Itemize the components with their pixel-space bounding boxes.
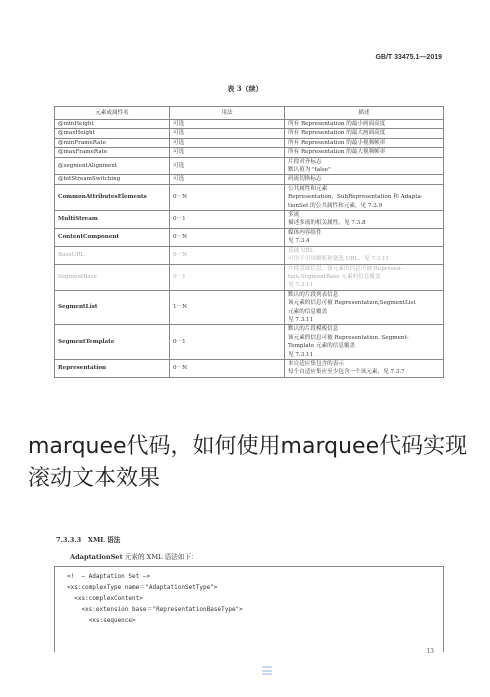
description-line: 所有 Representation 的最大画面高度	[288, 130, 386, 137]
usage-cell: 0⋯N	[170, 184, 285, 210]
intro-text: 元素的 XML 语法如下：	[122, 553, 198, 561]
description-cell	[285, 228, 444, 246]
element-name-cell: @maxFrameRate	[55, 148, 170, 157]
element-name-cell: @maxHeight	[55, 129, 170, 138]
description-line: 媒体内容组件	[288, 229, 322, 236]
attribute-table	[54, 106, 444, 378]
description-cell	[285, 157, 444, 175]
element-name-cell: MultiStream	[55, 211, 170, 229]
description-line: 基础 URL	[288, 247, 314, 254]
usage-cell: 0⋯1	[170, 211, 285, 229]
table-row	[55, 129, 444, 138]
description-line: 码流切换标志	[288, 176, 322, 183]
description-line: 见 7.3.11	[288, 351, 314, 358]
usage-cell: 1⋯N	[170, 290, 285, 325]
description-line: 多流	[288, 212, 300, 219]
standard-number: GB/T 33475.1—2019	[375, 54, 442, 61]
table-row	[55, 120, 444, 129]
description-line: Representation，SubRepresentation 和 Adapta-	[288, 194, 423, 201]
element-name-cell: BaseURL	[55, 246, 170, 264]
table-row	[55, 290, 444, 325]
element-name-cell: ContentComponent	[55, 228, 170, 246]
element-name-cell: SegmentBase	[55, 264, 170, 290]
description-line: 公共属性和元素	[288, 185, 328, 192]
code-line: <xs:complexContent>	[67, 595, 143, 602]
table-title: 表 3（续）	[227, 84, 263, 93]
description-line: 所有 Representation 的最大视频帧率	[288, 149, 386, 156]
table-row	[55, 184, 444, 210]
description-cell	[285, 325, 444, 360]
column-header: 元素或属性名	[55, 107, 170, 120]
description-cell	[285, 129, 444, 138]
code-line: <xs:sequence>	[67, 617, 136, 624]
description-cell	[285, 264, 444, 290]
description-cell	[285, 359, 444, 377]
description-cell	[285, 211, 444, 229]
code-line: <xs:extension base＝"RepresentationBaseType">	[67, 606, 243, 613]
description-line: 每个自适应集应至少包含一个该元素，见 7.3.7	[288, 369, 405, 376]
description-line: 见 7.3.11	[288, 316, 314, 323]
description-cell	[285, 290, 444, 325]
table-row	[55, 359, 444, 377]
xml-code-block	[54, 566, 444, 652]
description-cell	[285, 138, 444, 147]
usage-cell: 0⋯1	[170, 325, 285, 360]
description-line: 所有 Representation 的最小视频帧率	[288, 139, 386, 146]
usage-cell: 可选	[170, 138, 285, 147]
description-line: 片段基础信息，该元素的信息可被 Represen-	[288, 265, 403, 272]
usage-cell: 可选	[170, 148, 285, 157]
column-header: 描述	[285, 107, 444, 120]
description-cell	[285, 148, 444, 157]
description-line: 该元素的信息可被 Representation. Segment-	[288, 334, 409, 341]
code-line: <xs:complexType name＝"AdaptationSetType">	[67, 584, 218, 591]
page-number: 13	[426, 648, 434, 655]
column-header: 用法	[170, 107, 285, 120]
intro-element-name: AdaptationSet	[70, 553, 123, 561]
description-line: Template 元素的信息覆盖	[288, 343, 356, 350]
usage-cell: 0⋯1	[170, 264, 285, 290]
description-line: 默认值为 "false"	[288, 167, 331, 174]
usage-cell: 可选	[170, 157, 285, 175]
description-line: 描述多流的相关属性，见 7.3.8	[288, 220, 366, 227]
table-row	[55, 246, 444, 264]
description-cell	[285, 246, 444, 264]
table-row	[55, 228, 444, 246]
code-line: <! — Adaptation Set —>	[67, 573, 151, 580]
description-line: 见 7.3.11	[288, 282, 314, 289]
table-row	[55, 325, 444, 360]
description-cell	[285, 175, 444, 184]
table-row	[55, 157, 444, 175]
article-title-overlay: marquee代码，如何使用marquee代码实现滚动文本效果	[28, 431, 468, 495]
description-line: tion,SegmentBase 元素的信息覆盖	[288, 273, 381, 280]
description-line: 见 7.3.4	[288, 238, 310, 245]
description-line: 默认的片段列表信息	[288, 291, 339, 298]
usage-cell: 0⋯N	[170, 359, 285, 377]
description-line: 片段对齐标志	[288, 158, 322, 165]
description-line: 所有 Representation 的最小画面高度	[288, 121, 386, 127]
description-line: 该元素的信息可被 Representation,SegmentList	[288, 300, 416, 307]
element-name-cell: @segmentAlignment	[55, 157, 170, 175]
usage-cell: 0⋯N	[170, 246, 285, 264]
element-name-cell: @bitStreamSwitching	[55, 175, 170, 184]
table-row	[55, 148, 444, 157]
table-row	[55, 211, 444, 229]
element-name-cell: SegmentTemplate	[55, 325, 170, 360]
element-name-cell: @minHeight	[55, 120, 170, 129]
section-heading: 7.3.3.3 XML 语法	[56, 536, 121, 544]
element-name-cell: SegmentList	[55, 290, 170, 325]
scroll-lines-icon	[262, 666, 272, 678]
table-header-row	[55, 107, 444, 120]
table-row	[55, 175, 444, 184]
usage-cell: 可选	[170, 175, 285, 184]
table-body	[55, 120, 444, 378]
element-name-cell: CommonAttributesElements	[55, 184, 170, 210]
section-intro	[70, 551, 198, 561]
description-line: 默认的片段模板信息	[288, 326, 339, 333]
usage-cell: 0⋯N	[170, 228, 285, 246]
usage-cell: 可选	[170, 120, 285, 129]
description-line: tionSet 的公共属性和元素，见 7.3.9	[288, 202, 383, 209]
description-line: 元素的信息覆盖	[288, 308, 328, 315]
usage-cell: 可选	[170, 129, 285, 138]
element-name-cell: @minFrameRate	[55, 138, 170, 147]
table-row	[55, 264, 444, 290]
description-line: 可用于引用解析和备选 URL，见 7.3.11	[288, 256, 390, 263]
element-name-cell: Representation	[55, 359, 170, 377]
description-cell	[285, 184, 444, 210]
description-line: 本自适应集包含的表示	[288, 360, 344, 367]
table-row	[55, 138, 444, 147]
description-cell	[285, 120, 444, 129]
